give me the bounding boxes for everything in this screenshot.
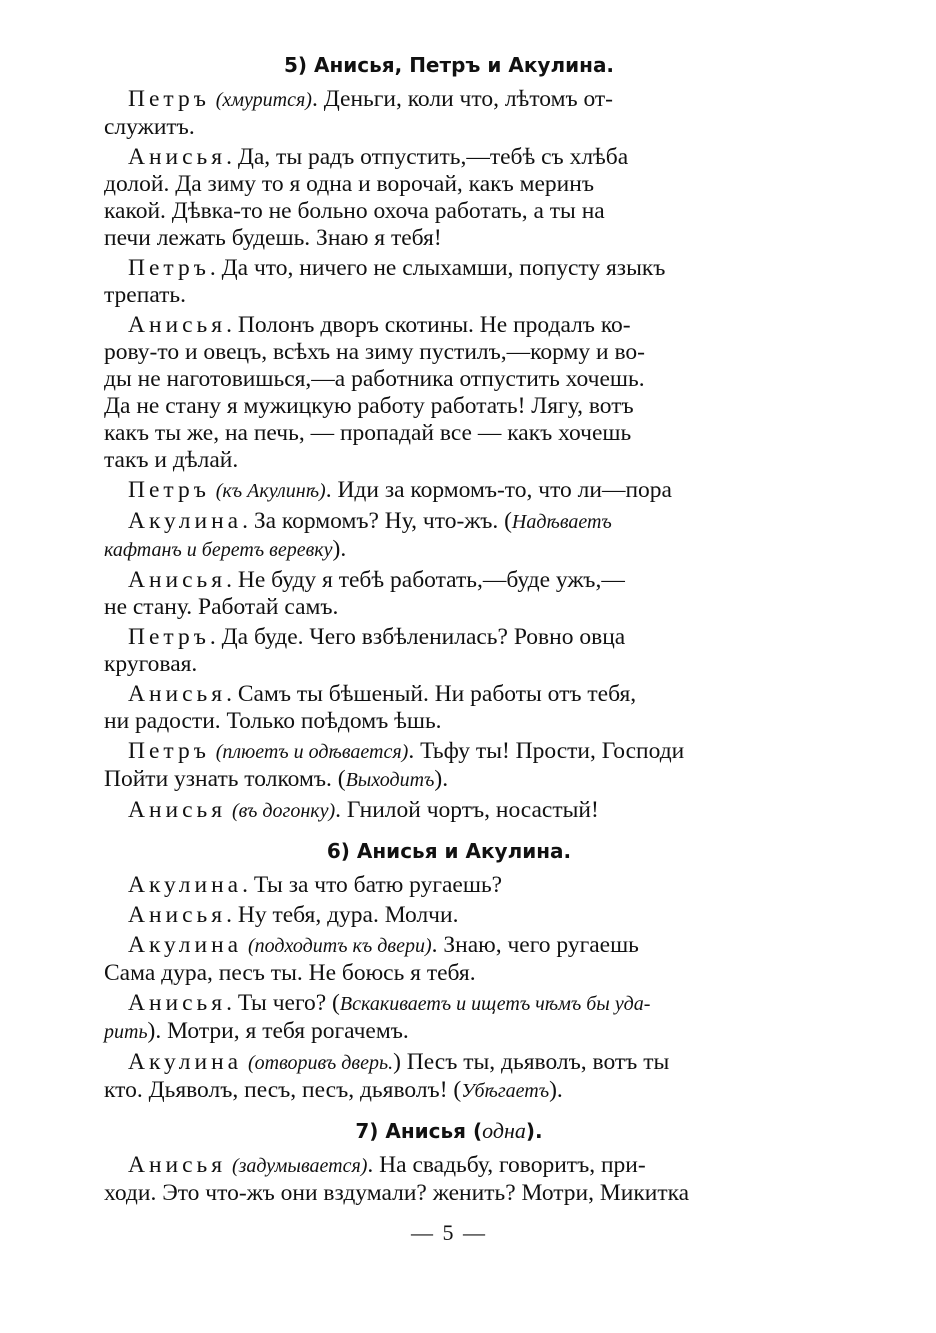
dialogue-text: . Гнилой чортъ, носастый! <box>335 797 599 823</box>
dialogue-text: . Полонъ дворъ скотины. Не продалъ ко- <box>226 312 631 338</box>
dialogue-text: ). <box>549 1077 563 1103</box>
dialogue-paragraph <box>104 255 794 309</box>
dialogue-paragraph <box>104 738 794 794</box>
speaker-name: Анисья <box>128 1152 227 1178</box>
scene-heading: 6) Анисья и Акулина. <box>326 839 572 863</box>
page-number: — 5 — <box>411 1220 487 1245</box>
text-line <box>80 1018 794 1046</box>
text-line <box>104 624 794 651</box>
dialogue-text: Сама дура, песъ ты. Не боюсь я тебя. <box>104 960 476 986</box>
text-line <box>104 738 794 766</box>
dialogue-paragraph <box>104 797 794 825</box>
dialogue-paragraph <box>104 312 794 474</box>
stage-direction: (къ Акулинѣ) <box>215 480 326 502</box>
dialogue-text: какъ ты же, на печь, — пропадай все — какъ хочешь <box>104 420 632 446</box>
dialogue-text: ) Песъ ты, дьяволъ, вотъ ты <box>393 1049 670 1075</box>
dialogue-paragraph <box>104 932 794 987</box>
dialogue-text: . Самъ ты бѣшеный. Ни работы отъ тебя, <box>226 681 637 707</box>
dialogue-paragraph <box>104 144 794 252</box>
dialogue-text: . Иди за кормомъ-то, что ли—пора <box>325 477 672 503</box>
dialogue-text: служитъ. <box>104 114 195 140</box>
stage-direction: рить <box>104 1021 148 1043</box>
scene-section <box>104 1116 794 1218</box>
text-line <box>80 960 794 987</box>
dialogue-text: ни радости. Только поѣдомъ ѣшь. <box>104 708 442 734</box>
text-line <box>80 225 794 252</box>
text-line <box>104 508 794 536</box>
scene-heading-stage-direction: одна <box>482 1118 526 1143</box>
scene-heading-text: 7) Анисья ( <box>355 1119 483 1143</box>
text-line <box>80 114 794 141</box>
dialogue-text: . Не буду я тебѣ работать,—буде ужъ,— <box>226 567 625 593</box>
text-line <box>80 393 794 420</box>
text-line <box>80 420 794 447</box>
dialogue-paragraph <box>104 681 794 735</box>
stage-direction: Вскакиваетъ и ищетъ чѣмъ бы уда- <box>339 993 651 1015</box>
dialogue-text: . Да что, ничего не слыхамши, попусту языкъ <box>209 255 666 281</box>
speaker-name: Петръ <box>128 624 210 650</box>
dialogue-text: долой. Да зиму то я одна и ворочай, какъ меринъ <box>104 171 594 197</box>
speaker-name: Анисья <box>128 312 227 338</box>
speaker-name: Анисья <box>128 681 227 707</box>
speaker-name: Акулина <box>128 1049 243 1075</box>
speaker-name: Анисья <box>128 990 227 1016</box>
speaker-name: Петръ <box>128 477 210 503</box>
speaker-name: Анисья <box>128 144 227 170</box>
text-line <box>80 366 794 393</box>
speaker-name: Петръ <box>128 255 210 281</box>
text-line <box>104 932 794 960</box>
text-line <box>104 1152 794 1180</box>
dialogue-text: ). <box>434 766 449 792</box>
stage-direction: (плюетъ и одѣвается) <box>215 741 409 763</box>
speaker-name: Анисья <box>128 567 227 593</box>
dialogue-text: . За кормомъ? Ну, что-жъ. ( <box>242 508 512 534</box>
dialogue-paragraph <box>104 86 794 141</box>
speaker-name: Петръ <box>128 738 210 764</box>
speaker-name: Акулина <box>128 872 243 898</box>
text-line <box>80 339 794 366</box>
scene-section <box>104 50 794 836</box>
text-line <box>104 255 794 282</box>
dialogue-text: ). <box>332 536 347 562</box>
dialogue-text: какой. Дѣвка-то не больно охоча работать, а ты на <box>104 198 605 224</box>
text-line <box>104 902 794 929</box>
dialogue-text: кто. Дьяволъ, песъ, песъ, дьяволъ! ( <box>104 1077 462 1103</box>
dialogue-text: . Да, ты радъ отпустить,—тебѣ съ хлѣба <box>226 144 629 170</box>
dialogue-text: ды не наготовишься,—а работника отпустить хочешь. <box>104 366 645 392</box>
dialogue-text: . Деньги, коли что, лѣтомъ от- <box>311 86 614 112</box>
page-content <box>104 50 794 1218</box>
speaker-name: Акулина <box>128 932 243 958</box>
dialogue-text: Пойти узнать толкомъ. ( <box>104 766 346 792</box>
dialogue-text: . Ну тебя, дура. Молчи. <box>226 902 459 928</box>
dialogue-paragraph <box>104 902 794 929</box>
stage-direction: (хмурится) <box>215 89 312 111</box>
text-line <box>80 708 794 735</box>
dialogue-paragraph <box>104 508 794 564</box>
text-line <box>80 651 794 678</box>
scene-heading-text: ). <box>525 1119 543 1143</box>
dialogue-paragraph <box>104 567 794 621</box>
text-line <box>104 312 794 339</box>
dialogue-text: ходи. Это что-жъ они вздумали? женить? Мотри, Микитка <box>104 1180 690 1206</box>
text-line <box>104 990 794 1018</box>
stage-direction: кафтанъ и беретъ веревку <box>104 539 333 561</box>
dialogue-text: трепать. <box>104 282 186 308</box>
stage-direction: (въ догонку) <box>231 800 336 822</box>
text-line <box>80 766 794 794</box>
scene-heading <box>104 1116 794 1146</box>
text-line <box>80 1077 794 1105</box>
text-line <box>104 567 794 594</box>
text-line <box>104 872 794 899</box>
dialogue-text: круговая. <box>104 651 198 677</box>
dialogue-text: Да не стану я мужицкую работу работать! Лягу, вотъ <box>104 393 634 419</box>
stage-direction: Надѣваетъ <box>511 511 612 533</box>
stage-direction: Выходитъ <box>345 769 435 791</box>
text-line <box>80 171 794 198</box>
text-line <box>104 477 794 505</box>
dialogue-text: . Да буде. Чего взбѣленилась? Ровно овца <box>209 624 626 650</box>
dialogue-text: . Ты за что батю ругаешь? <box>242 872 503 898</box>
text-line <box>80 198 794 225</box>
text-line <box>80 1180 794 1207</box>
dialogue-text: . Знаю, чего ругаешь <box>431 932 639 958</box>
stage-direction: (отворивъ дверь. <box>247 1052 394 1074</box>
speaker-name: Акулина <box>128 508 243 534</box>
dialogue-text: печи лежать будешь. Знаю я тебя! <box>104 225 442 251</box>
dialogue-text: ). Мотри, я тебя рогачемъ. <box>147 1018 409 1044</box>
text-line <box>104 681 794 708</box>
dialogue-text: такъ и дѣлай. <box>104 447 239 473</box>
text-line <box>80 594 794 621</box>
stage-direction: Убѣгаетъ <box>461 1080 550 1102</box>
dialogue-text: . На свадьбу, говоритъ, при- <box>367 1152 646 1178</box>
speaker-name: Анисья <box>128 902 227 928</box>
dialogue-text: . Тьфу ты! Прости, Господи <box>408 738 685 764</box>
dialogue-paragraph <box>104 477 794 505</box>
dialogue-paragraph <box>104 624 794 678</box>
dialogue-text: . Ты чего? ( <box>226 990 340 1016</box>
text-line <box>104 86 794 114</box>
text-line <box>80 536 794 564</box>
scene-section <box>104 836 794 1116</box>
speaker-name: Петръ <box>128 86 210 112</box>
scene-heading: 5) Анисья, Петръ и Акулина. <box>283 53 615 77</box>
dialogue-paragraph <box>104 1049 794 1105</box>
dialogue-text: не стану. Работай самъ. <box>104 594 339 620</box>
dialogue-text: рову-то и овецъ, всѣхъ на зиму пустилъ,—корму и во- <box>104 339 645 365</box>
text-line <box>104 144 794 171</box>
book-page <box>104 50 794 1290</box>
text-line <box>104 797 794 825</box>
text-line <box>104 1049 794 1077</box>
stage-direction: (задумывается) <box>231 1155 368 1177</box>
dialogue-paragraph <box>104 1152 794 1207</box>
stage-direction: (подходитъ къ двери) <box>247 935 432 957</box>
speaker-name: Анисья <box>128 797 227 823</box>
text-line <box>80 282 794 309</box>
dialogue-paragraph <box>104 872 794 899</box>
text-line <box>80 447 794 474</box>
dialogue-paragraph <box>104 990 794 1046</box>
